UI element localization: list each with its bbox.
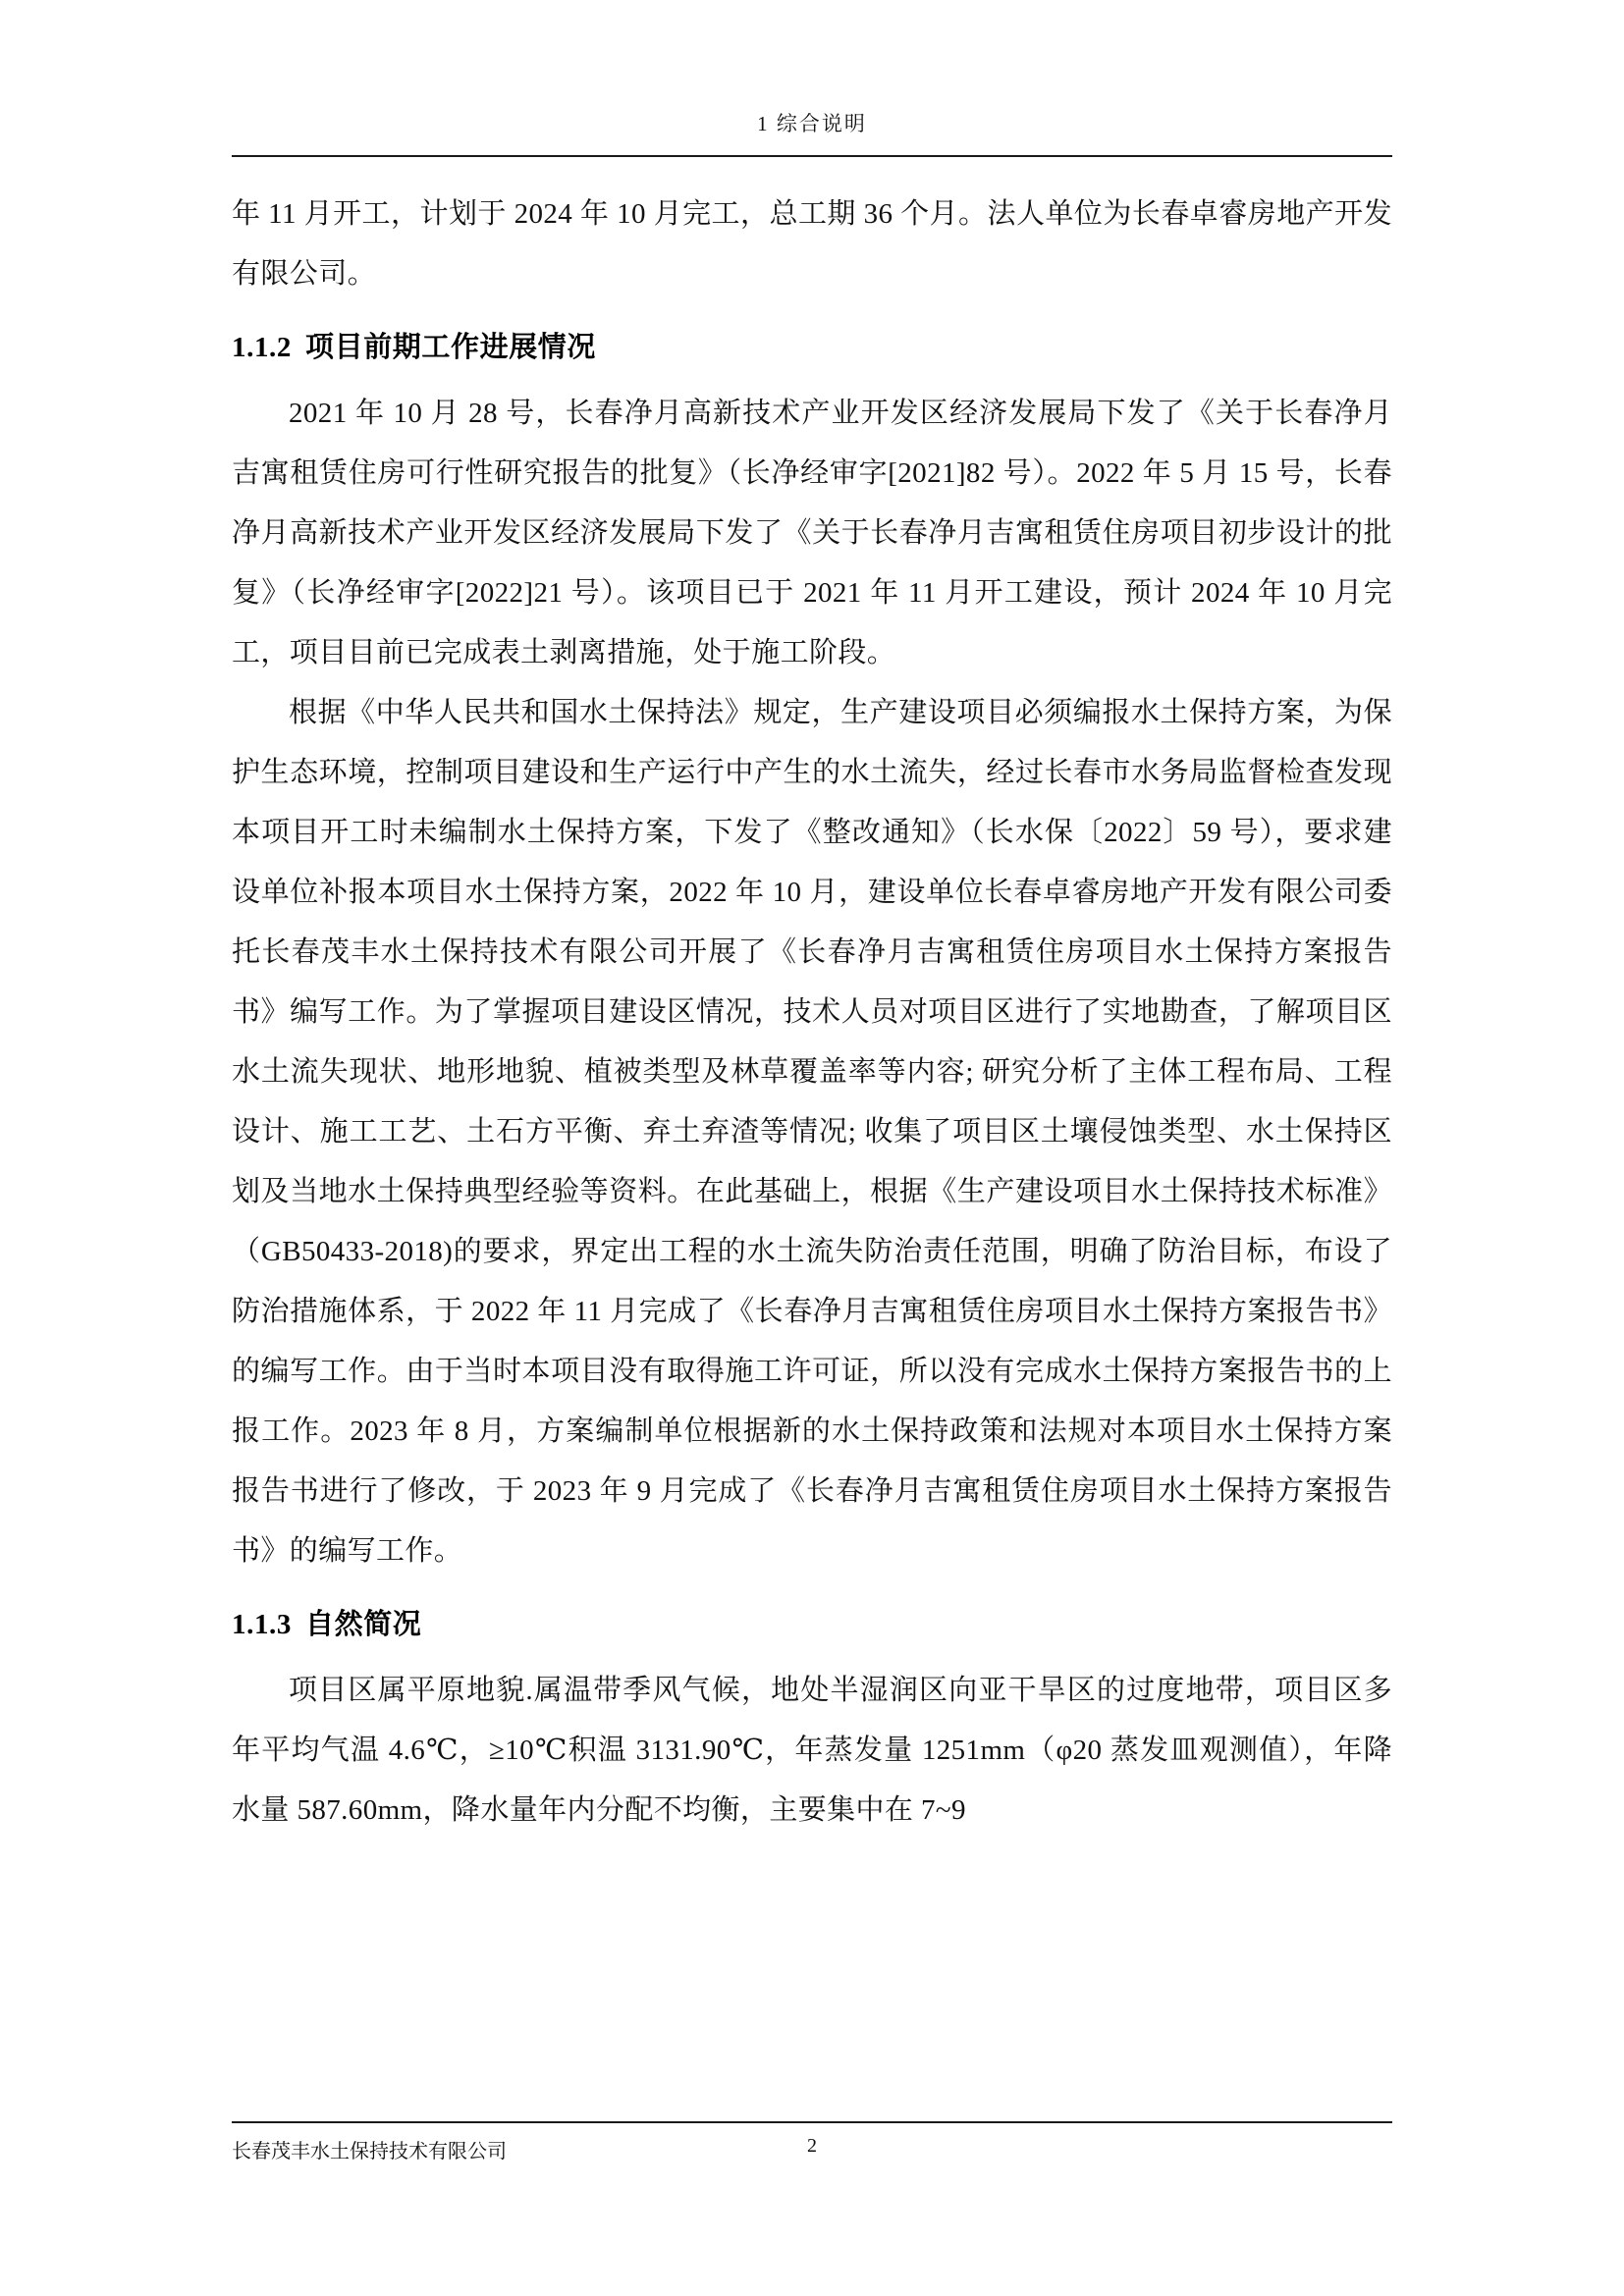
heading-title: 自然简况 <box>305 1609 422 1640</box>
footer-company: 长春茂丰水土保持技术有限公司 <box>232 2141 507 2163</box>
heading-number: 1.1.2 <box>232 332 292 363</box>
header-title: 1 综合说明 <box>757 112 867 135</box>
heading-title: 项目前期工作进展情况 <box>305 332 597 363</box>
footer-page-number: 2 <box>807 2135 817 2157</box>
section-heading-1-1-3 <box>232 1595 1392 1655</box>
section-heading-1-1-2 <box>232 318 1392 378</box>
paragraph-continued: 年 11 月开工，计划于 2024 年 10 月完工，总工期 36 个月。法人单位为长春卓睿房地产开发有限公司。 <box>232 198 1392 290</box>
document-body <box>232 157 1392 1841</box>
paragraph-soil-conservation: 根据《中华人民共和国水土保持法》规定，生产建设项目必须编报水土保持方案，为保护生态环境，控制项目建设和生产运行中产生的水土流失，经过长春市水务局监督检查发现本项目开工时未编制水土保持方案，下发了《整改通知》（长水保〔2022〕59 号），要求建设单位补报本项目水土保持方案，2022 年 10 月，建设单位长春卓睿房地产开发有限公司委托长春茂丰水土保持技术有限公司开展了《长春净月吉寓租赁住房项目水土保持方案报告书》编写工作。为了掌握项目建设区情况，技术人员对项目区进行了实地勘查，了解项目区水土流失现状、地形地貌、植被类型及林草覆盖率等内容; 研究分析了主体工程布局、工程设计、施工工艺、土石方平衡、弃土弃渣等情况; 收集了项目区土壤侵蚀类型、水土保持区划及当地水土保持典型经验等资料。在此基础上，根据《生产建设项目水土保持技术标准》（GB50433-2018)的要求，界定出工程的水土流失防治责任范围，明确了防治目标，布设了防治措施体系，于 2022 年 11 月完成了《长春净月吉寓租赁住房项目水土保持方案报告书》的编写工作。由于当时本项目没有取得施工许可证，所以没有完成水土保持方案报告书的上报工作。2023 年 8 月，方案编制单位根据新的水土保持政策和法规对本项目水土保持方案报告书进行了修改，于 2023 年 9 月完成了《长春净月吉寓租赁住房项目水土保持方案报告书》的编写工作。 <box>232 697 1392 1567</box>
page-footer-area <box>232 2096 1392 2163</box>
page-footer <box>232 2123 1392 2163</box>
paragraph-approvals: 2021 年 10 月 28 号，长春净月高新技术产业开发区经济发展局下发了《关于长春净月吉寓租赁住房可行性研究报告的批复》（长净经审字[2021]82 号）。2022 年 5 月 15 号，长春净月高新技术产业开发区经济发展局下发了《关于长春净月吉寓租赁住房项目初步设计的批复》（长净经审字[2022]21 号）。该项目已于 2021 年 11 月开工建设，预计 2024 年 10 月完工，项目目前已完成表土剥离措施，处于施工阶段。 <box>232 398 1392 668</box>
heading-number: 1.1.3 <box>232 1609 292 1640</box>
paragraph-natural-conditions: 项目区属平原地貌.属温带季风气候，地处半湿润区向亚干旱区的过度地带，项目区多年平均气温 4.6℃，≥10℃积温 3131.90℃，年蒸发量 1251mm（φ20 蒸发皿观测值），年降水量 587.60mm，降水量年内分配不均衡，主要集中在 7~9 <box>232 1675 1392 1826</box>
page-content <box>232 0 1392 1841</box>
page-header <box>232 0 1392 137</box>
